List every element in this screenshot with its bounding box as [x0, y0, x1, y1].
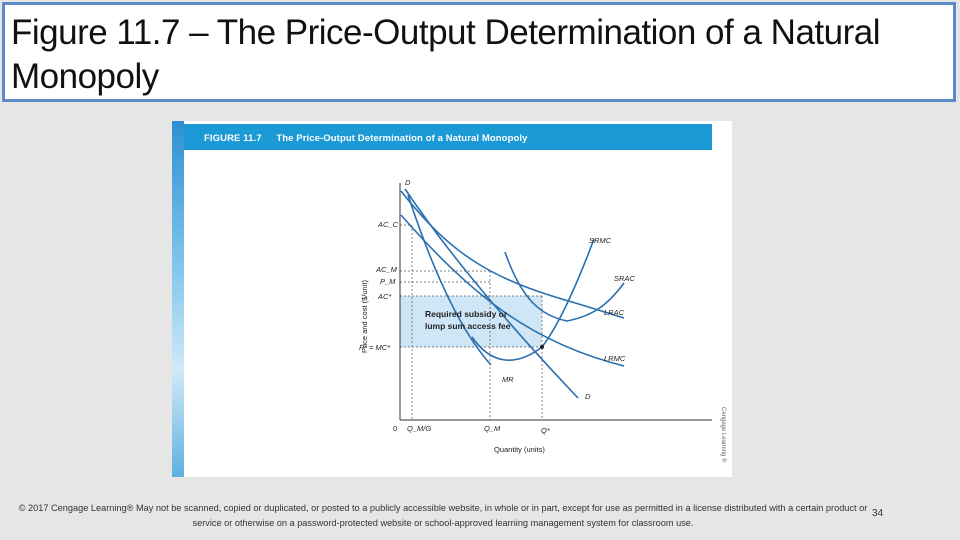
tick-pstar: P* = MC* — [359, 343, 391, 352]
figure-credit-text: Cengage Learning ® — [720, 407, 726, 463]
x-axis-label: Quantity (units) — [494, 445, 545, 454]
y-axis-label: Price and cost ($/unit) — [360, 280, 369, 353]
slide-title: Figure 11.7 – The Price-Output Determination of a Natural Monopoly — [11, 13, 880, 96]
figure-header-title: The Price-Output Determination of a Natural Monopoly — [276, 133, 528, 144]
tick-qm: Q_M — [484, 424, 501, 433]
label-srmc: SRMC — [589, 236, 612, 245]
tick-acstar: AC* — [378, 292, 392, 301]
demand-curve — [405, 189, 578, 398]
label-srac: SRAC — [614, 274, 635, 283]
natural-monopoly-diagram — [172, 121, 732, 477]
subsidy-label-line1: Required subsidy or — [425, 309, 508, 319]
label-lrac: LRAC — [604, 308, 625, 317]
tick-acm: AC_M — [376, 265, 397, 274]
tick-qstar: Q* — [541, 426, 550, 435]
copyright-footer: © 2017 Cengage Learning® May not be scanned, copied or duplicated, or posted to a publicly accessible website, in whole or in part, except for use as permitted in a license distributed with a certain product or service or otherwise on a password-protected website or school-approved learning management system for classroom use. — [18, 503, 868, 528]
label-lrmc: LRMC — [604, 354, 626, 363]
tick-pm: P_M — [380, 277, 396, 286]
optimum-point — [540, 345, 544, 349]
page-number: 34 — [872, 508, 884, 519]
origin-label: 0 — [393, 424, 398, 433]
figure-number: FIGURE 11.7 — [204, 133, 262, 144]
label-demand-bottom: D — [585, 392, 591, 401]
tick-acc: AC_C — [378, 220, 399, 229]
title-box — [2, 2, 956, 102]
label-demand-top: D — [405, 178, 411, 187]
tick-qc: Q_M/G — [407, 424, 432, 433]
subsidy-label-line2: lump sum access fee — [425, 321, 511, 331]
label-mr: MR — [502, 375, 514, 384]
